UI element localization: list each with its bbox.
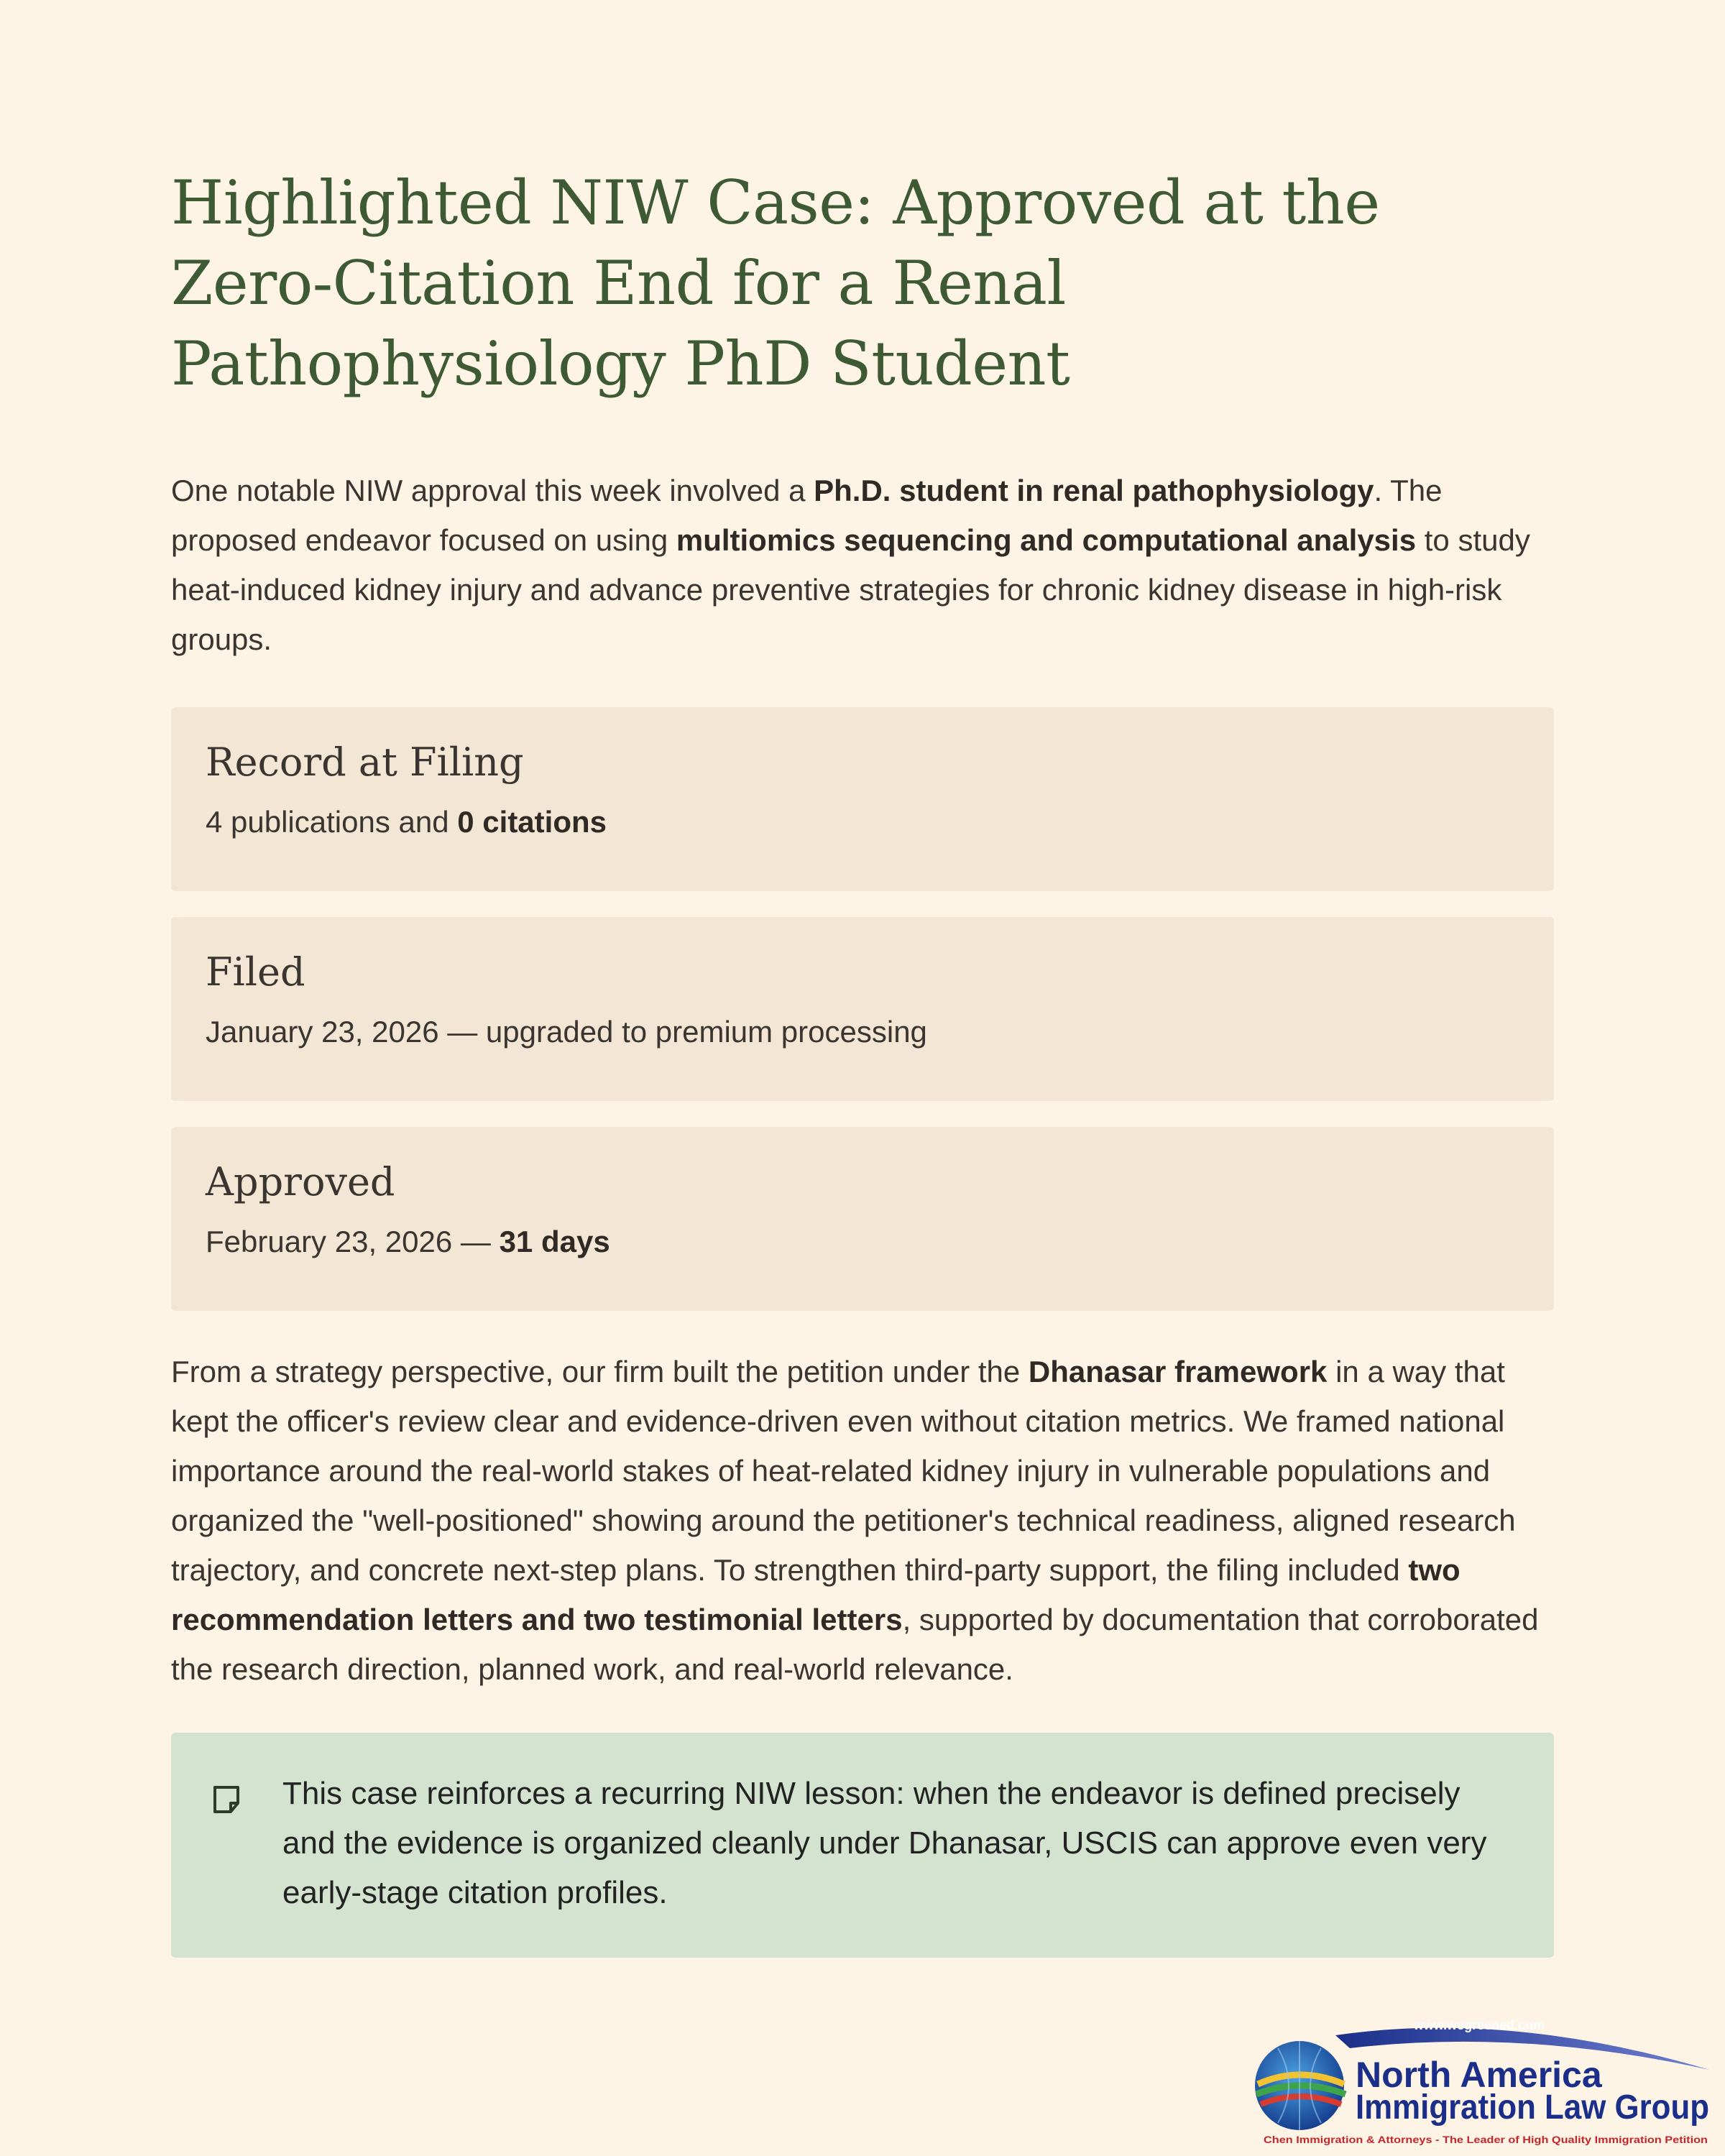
strategy-bold-1: Dhanasar framework	[1028, 1355, 1328, 1388]
intro-text-2: . The proposed endeavor focused on using	[171, 474, 1443, 557]
strategy-text-1: From a strategy perspective, our firm built the petition under the	[171, 1355, 1029, 1388]
note-icon	[211, 1784, 242, 1815]
page-title: Highlighted NIW Case: Approved at the Zero-Citation End for a Renal Pathophysiology PhD Student	[171, 167, 1380, 399]
strategy-bold-2: two recommendation letters and two testimonial letters	[171, 1553, 1460, 1636]
approved-card-text	[206, 1222, 1519, 1262]
record-card	[171, 707, 1554, 891]
lesson-callout	[171, 1733, 1554, 1958]
filed-card-plain: January 23, 2026 — upgraded to premium processing	[206, 1015, 927, 1049]
strategy-text-2: in a way that kept the officer's review clear and evidence-driven even without citation metrics. We framed national importance around the real-world stakes of heat-related kidney injury in vulnerable populations and organized the "well-positioned" showing around the petitioner's technical readiness, aligned research trajectory, and concrete next-step plans. To strengthen third-party support, the filing included	[171, 1355, 1516, 1587]
record-card-plain: 4 publications and	[206, 805, 458, 839]
intro-text-1: One notable NIW approval this week involved a	[171, 474, 814, 507]
approved-card-heading: Approved	[206, 1159, 395, 1204]
filed-card-heading: Filed	[206, 949, 305, 995]
intro-bold-2: multiomics sequencing and computational analysis	[676, 523, 1417, 557]
callout-text: This case reinforces a recurring NIW lesson: when the endeavor is defined precisely and the evidence is organized cleanly under Dhanasar, USCIS can approve even very early-stage citation profiles.	[282, 1776, 1487, 1910]
filed-card	[171, 917, 1554, 1101]
logo-line-2: Immigration Law Group	[1356, 2088, 1709, 2127]
intro-bold-1: Ph.D. student in renal pathophysiology	[814, 474, 1374, 507]
approved-card-plain: February 23, 2026 —	[206, 1225, 500, 1258]
record-card-heading: Record at Filing	[206, 740, 524, 785]
record-card-bold: 0 citations	[457, 805, 607, 839]
approved-card-bold: 31 days	[499, 1225, 610, 1258]
record-card-text	[206, 802, 1519, 842]
filed-card-text	[206, 1012, 1519, 1052]
intro-text-3: to study heat-induced kidney injury and advance preventive strategies for chronic kidney disease in high-risk groups.	[171, 523, 1530, 656]
logo-tagline: Chen Immigration & Attorneys - The Leader of High Quality Immigration Petition	[1264, 2134, 1708, 2145]
strategy-text-3: , supported by documentation that corroborated the research direction, planned work, and real-world relevance.	[171, 1603, 1539, 1686]
approved-card	[171, 1127, 1554, 1311]
firm-logo	[1249, 2014, 1714, 2152]
intro-paragraph	[171, 466, 1554, 664]
logo-line-1: North America	[1356, 2055, 1602, 2095]
logo-url: www.wegreened.com	[1413, 2018, 1545, 2032]
strategy-paragraph	[171, 1347, 1554, 1694]
article	[171, 162, 1554, 1958]
